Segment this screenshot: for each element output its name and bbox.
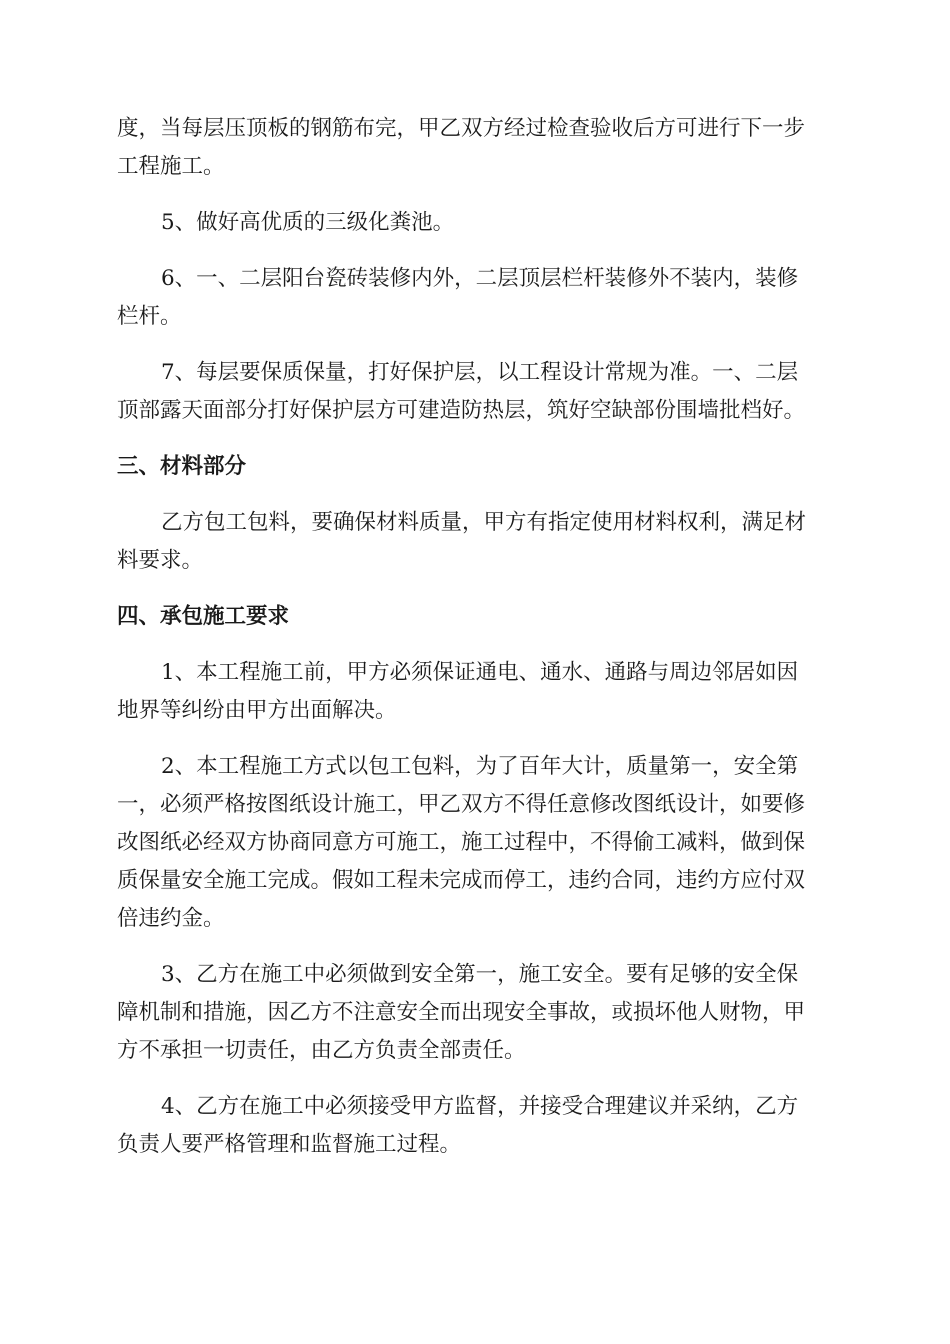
paragraph-line: 1、本工程施工前，甲方必须保证通电、通水、通路与周边邻居如因 bbox=[161, 660, 799, 685]
paragraph-line: 地界等纠纷由甲方出面解决。 bbox=[117, 698, 397, 723]
paragraph-line: 乙方包工包料，要确保材料质量，甲方有指定使用材料权利，满足材 bbox=[161, 510, 807, 535]
section-heading: 三、材料部分 bbox=[117, 454, 247, 479]
section-heading: 四、承包施工要求 bbox=[117, 604, 290, 629]
paragraph-line: 5、做好高优质的三级化粪池。 bbox=[161, 210, 455, 235]
paragraph-line: 工程施工。 bbox=[117, 154, 225, 179]
paragraph-line: 顶部露天面部分打好保护层方可建造防热层，筑好空缺部份围墙批档好。 bbox=[117, 398, 806, 423]
paragraph-line: 障机制和措施，因乙方不注意安全而出现安全事故，或损坏他人财物，甲 bbox=[117, 1000, 806, 1025]
paragraph-line: 栏杆。 bbox=[117, 304, 182, 329]
paragraph-line: 负责人要严格管理和监督施工过程。 bbox=[117, 1132, 462, 1157]
paragraph-line: 料要求。 bbox=[117, 548, 204, 573]
paragraph-line: 3、乙方在施工中必须做到安全第一，施工安全。要有足够的安全保 bbox=[161, 962, 799, 987]
paragraph-line: 一，必须严格按图纸设计施工，甲乙双方不得任意修改图纸设计，如要修 bbox=[117, 792, 806, 817]
paragraph-line: 6、一、二层阳台瓷砖装修内外，二层顶层栏杆装修外不装内，装修 bbox=[161, 266, 799, 291]
paragraph-line: 方不承担一切责任，由乙方负责全部责任。 bbox=[117, 1038, 526, 1063]
paragraph-line: 改图纸必经双方协商同意方可施工，施工过程中，不得偷工减料，做到保 bbox=[117, 830, 806, 855]
paragraph-line: 倍违约金。 bbox=[117, 906, 225, 931]
paragraph-line: 4、乙方在施工中必须接受甲方监督，并接受合理建议并采纳，乙方 bbox=[161, 1094, 799, 1119]
paragraph-line: 度，当每层压顶板的钢筋布完，甲乙双方经过检查验收后方可进行下一步 bbox=[117, 116, 806, 141]
paragraph-line: 7、每层要保质保量，打好保护层，以工程设计常规为准。一、二层 bbox=[161, 360, 799, 385]
paragraph-line: 质保量安全施工完成。假如工程未完成而停工，违约合同，违约方应付双 bbox=[117, 868, 806, 893]
paragraph-line: 2、本工程施工方式以包工包料，为了百年大计，质量第一，安全第 bbox=[161, 754, 799, 779]
document-page bbox=[117, 110, 835, 1164]
